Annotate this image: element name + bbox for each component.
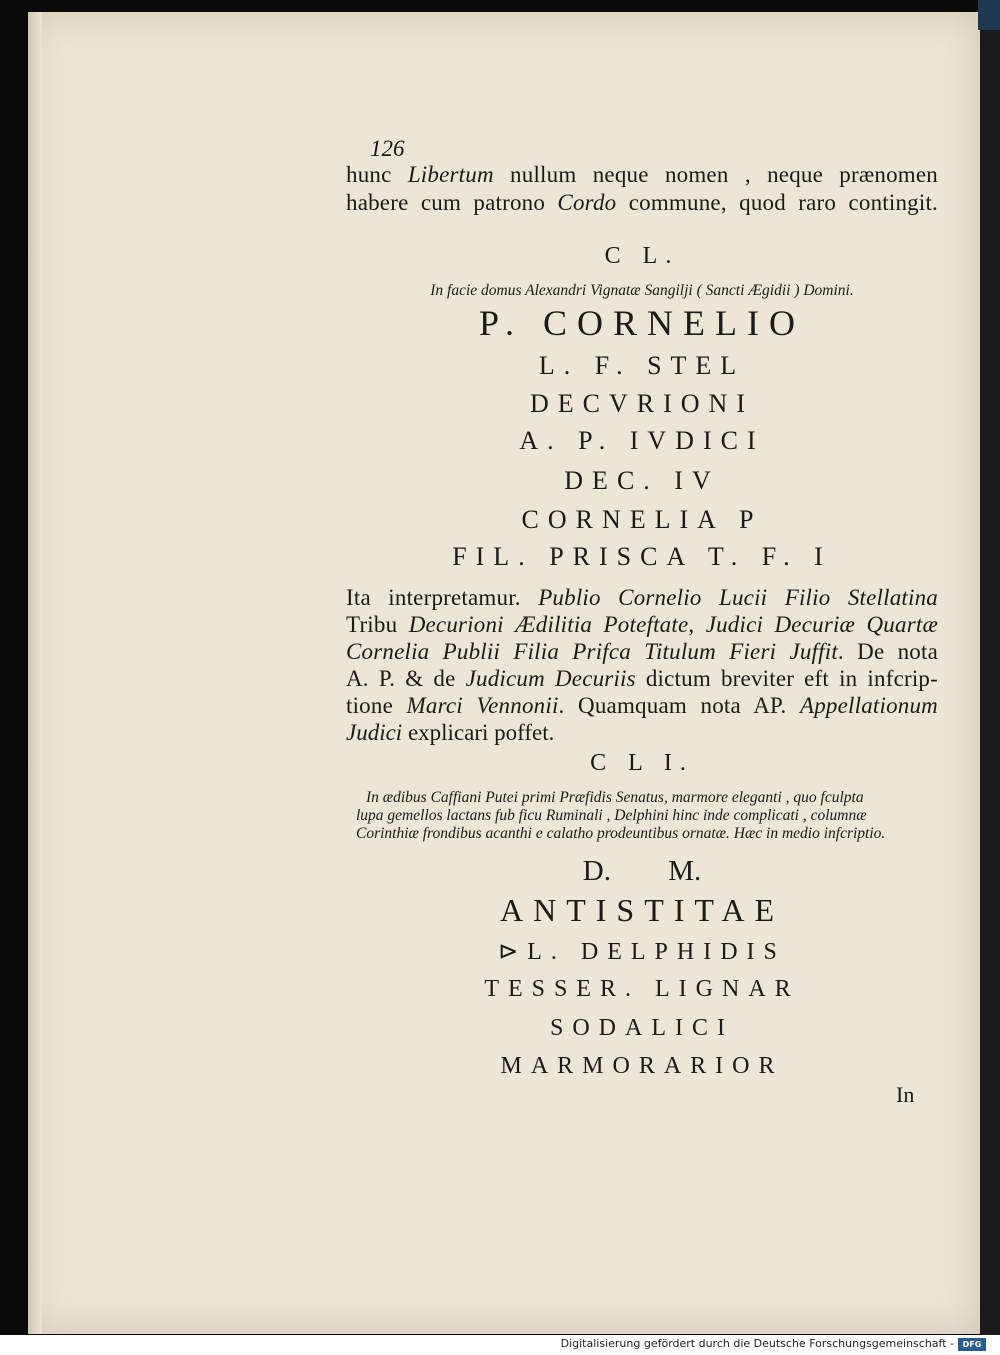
inscription-line: TESSER. LIGNAR [484,976,800,1002]
commentary-line: Tribu Decurioni Ædilitia Poteftate, Judici Decuriæ Quartæ [346,612,938,637]
inscription-line: FIL. PRISCA T. F. I [452,542,832,571]
section-note: In facie domus Alexandri Vignatæ Sangilji ( Sancti Ægidii ) Domini. [430,282,854,299]
inscription-line: SODALICI [550,1015,734,1041]
inscription-line: CORNELIA P [521,505,763,534]
inscription-line: D. M. [582,855,702,887]
footer-credit: Digitalisierung gefördert durch die Deutsche Forschungsgemeinschaft - [560,1337,954,1350]
inscription-line: DECVRIONI [530,389,754,418]
intro-line: hunc Libertum nullum neque nomen , neque prænomen [346,162,938,187]
inscription-line: A. P. IVDICI [519,426,765,455]
inscription-line: DEC. IV [564,466,720,495]
footer-bar [0,1335,1000,1355]
scan-edge-corner [978,0,1000,30]
dfg-logo-icon: DFG [958,1338,986,1351]
page-number: 126 [370,136,405,161]
inscription-line: L. F. STEL [538,351,746,380]
scan-edge [980,0,1000,1335]
section-heading: C L. [604,243,680,269]
section-note: Corinthiæ frondibus acanthi e calatho prodeuntibus ornatæ. Hæc in medio infcriptio. [356,825,886,842]
commentary-line: A. P. & de Judicum Decuriis dictum breviter eft in infcrip- [346,666,938,691]
inscription-line: MARMORARIOR [500,1053,784,1079]
commentary-line: Ita interpretamur. Publio Cornelio Lucii Filio Stellatina [346,585,939,610]
inscription-line: ANTISTITAE [499,892,785,928]
inscription-line: P. CORNELIO [478,303,806,343]
section-note: In ædibus Caffiani Putei primi Præfidis Senatus, marmore eleganti , quo fculpta [366,789,864,806]
commentary-line: Cornelia Publii Filia Prifca Titulum Fieri Juffit. De nota [346,639,939,664]
catchword: In [896,1082,915,1107]
commentary-line: tione Marci Vennonii. Quamquam nota AP. Appellationum [346,693,938,718]
intro-line: habere cum patrono Cordo commune, quod raro contingit. [346,190,938,215]
section-note: lupa gemellos lactans fub ficu Ruminali , Delphini hinc inde complicati , columnæ [356,807,867,824]
page-gutter [28,12,42,1334]
commentary-line: Judici explicari poffet. [346,720,555,745]
inscription-line: ⊳L. DELPHIDIS [498,939,786,965]
section-heading: C L I. [590,750,694,776]
